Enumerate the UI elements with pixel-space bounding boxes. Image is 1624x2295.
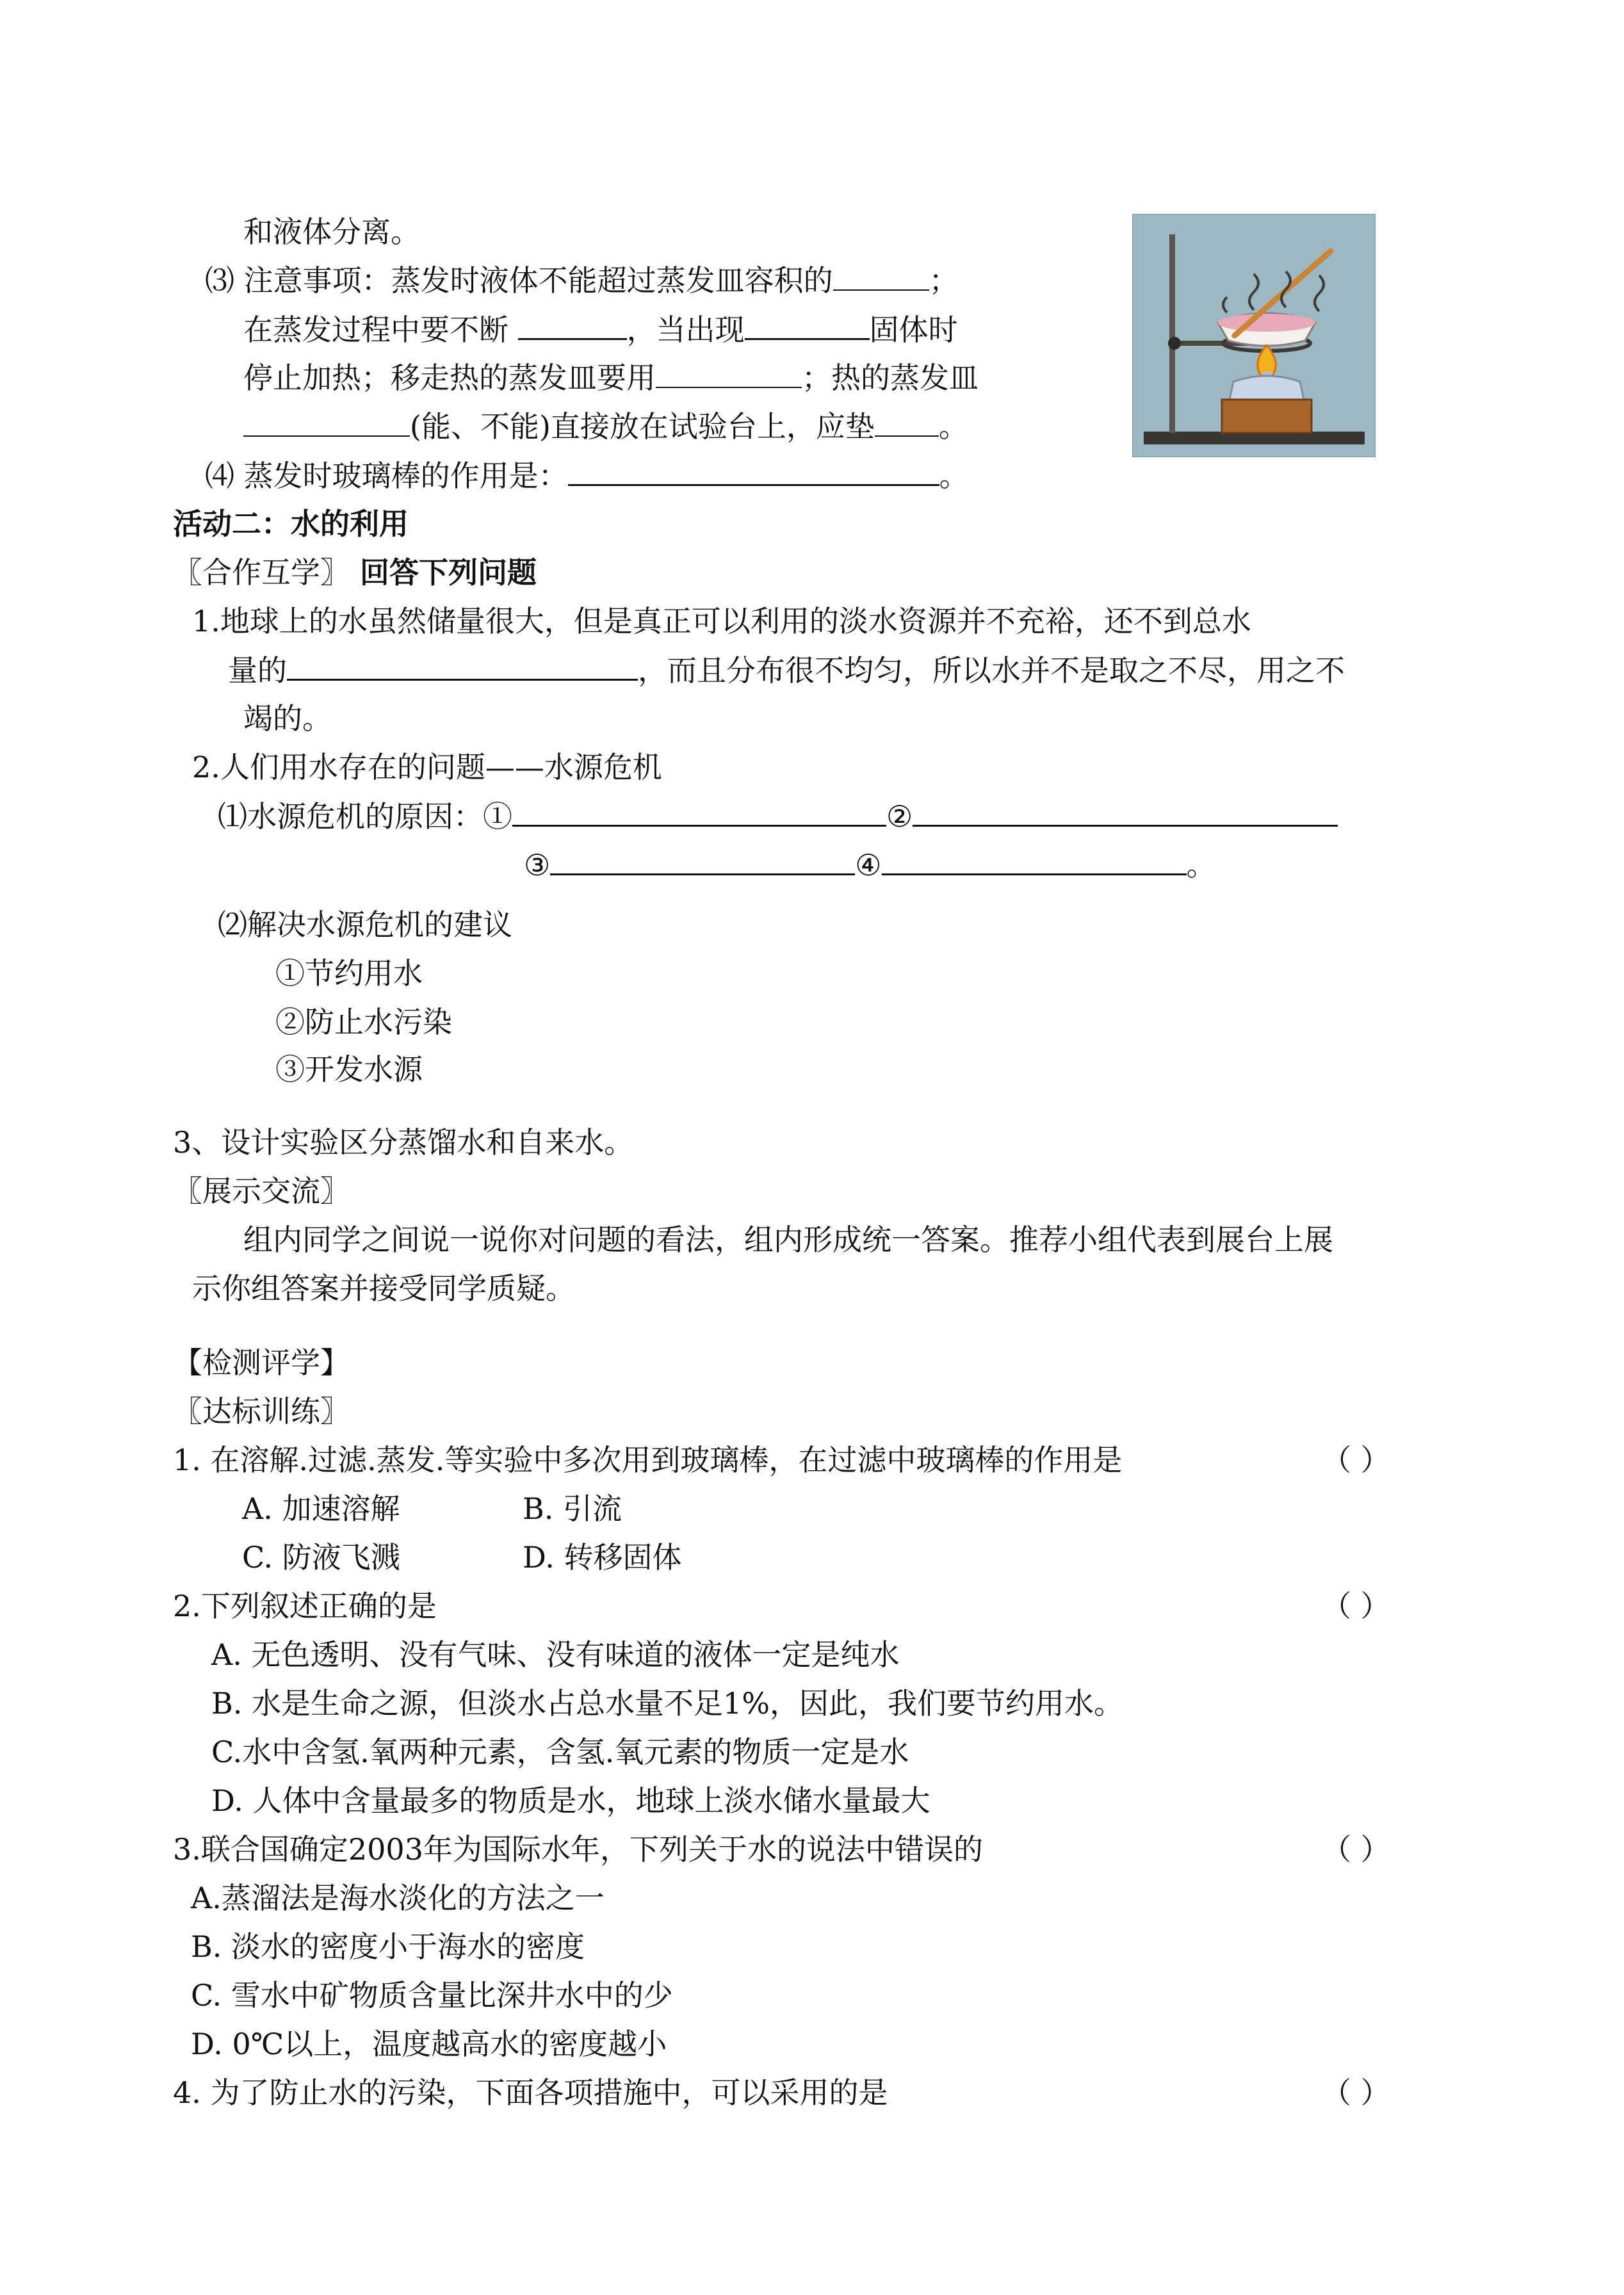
text-line: 停止加热；移走热的蒸发皿要用 ；热的蒸发皿: [243, 359, 978, 397]
option-c: C. 雪水中矿物质含量比深井水中的少: [191, 1978, 673, 2013]
answer-parentheses[interactable]: （ ）: [1322, 1589, 1390, 1623]
option-a: A. 无色透明、没有气味、没有味道的液体一定是纯水: [211, 1637, 900, 1672]
option-b: B. 水是生命之源，但淡水占总水量不足1%，因此，我们要节约用水。: [211, 1686, 1124, 1721]
text-line: (能、不能)直接放在试验台上，应垫 。: [243, 407, 968, 446]
answer-blank[interactable]: [568, 456, 939, 486]
answer-blank[interactable]: [243, 407, 410, 437]
answer-blank[interactable]: [882, 845, 1187, 875]
question-line: ⑴水源危机的原因：① ②: [218, 797, 1338, 836]
question-line: 1.地球上的水虽然储量很大，但是真正可以利用的淡水资源并不充裕，还不到总水: [192, 604, 1251, 638]
answer-blank[interactable]: [913, 797, 1338, 827]
text-line: 在蒸发过程中要不断 ，当出现 固体时: [243, 310, 958, 349]
list-item: ②防止水污染: [275, 1005, 452, 1039]
subsection-heading: 〖展示交流〗: [173, 1174, 350, 1208]
text-line: 和液体分离。: [243, 215, 420, 249]
stand-rod: [1169, 234, 1175, 433]
section-title: 【检测评学】: [173, 1345, 350, 1380]
dish-liquid: [1218, 314, 1315, 332]
question-line: ③ ④ 。: [524, 845, 1216, 884]
option-a: A.蒸溜法是海水淡化的方法之一: [191, 1881, 605, 1915]
option-b: B. 引流: [523, 1491, 622, 1526]
question-line: 量的 ，而且分布很不均匀，所以水并不是取之不尽，用之不: [228, 651, 1345, 690]
answer-parentheses[interactable]: （ ）: [1322, 1443, 1390, 1477]
subsection-heading: 〖达标训练〗: [173, 1394, 350, 1429]
question-line: 1. 在溶解.过滤.蒸发.等实验中多次用到玻璃棒，在过滤中玻璃棒的作用是: [173, 1443, 1123, 1477]
answer-parentheses[interactable]: （ ）: [1322, 1832, 1390, 1867]
answer-blank[interactable]: [656, 359, 802, 388]
paragraph-line: 示你组答案并接受同学质疑。: [192, 1271, 575, 1306]
list-item: ①节约用水: [275, 956, 423, 991]
clamp-knob: [1168, 337, 1181, 350]
answer-blank[interactable]: [550, 845, 855, 875]
question-line: 2.人们用水存在的问题——水源危机: [192, 750, 662, 784]
question-line: 3.联合国确定2003年为国际水年，下列关于水的说法中错误的: [173, 1832, 983, 1867]
answer-blank[interactable]: [875, 407, 939, 437]
answer-blank[interactable]: [745, 310, 870, 340]
question-line: 竭的。: [243, 701, 332, 736]
question-line: 2.下列叙述正确的是: [173, 1589, 437, 1623]
answer-parentheses[interactable]: （ ）: [1322, 2075, 1390, 2110]
answer-blank[interactable]: [512, 797, 886, 827]
answer-blank[interactable]: [518, 310, 627, 340]
answer-blank[interactable]: [287, 651, 638, 681]
option-d: D. 0℃以上，温度越高水的密度越小: [191, 2027, 667, 2061]
wooden-block: [1222, 400, 1311, 433]
option-b: B. 淡水的密度小于海水的密度: [191, 1929, 585, 1964]
option-d: D. 人体中含量最多的物质是水，地球上淡水储水量最大: [211, 1783, 930, 1818]
text-line: ⑷ 蒸发时玻璃棒的作用是： 。: [205, 456, 969, 495]
evaporation-apparatus-figure: [1132, 214, 1376, 457]
question-line: 4. 为了防止水的污染，下面各项措施中，可以采用的是: [173, 2075, 888, 2110]
question-line: 3、设计实验区分蒸馏水和自来水。: [173, 1125, 634, 1160]
option-a: A. 加速溶解: [242, 1491, 400, 1526]
list-item: ③开发水源: [275, 1052, 423, 1087]
question-line: ⑵解决水源危机的建议: [218, 907, 512, 942]
paragraph-line: 组内同学之间说一说你对问题的看法，组内形成统一答案。推荐小组代表到展台上展: [243, 1222, 1333, 1257]
option-d: D. 转移固体: [523, 1540, 682, 1575]
option-c: C. 防液飞溅: [242, 1540, 400, 1575]
option-c: C.水中含氢.氧两种元素，含氢.氧元素的物质一定是水: [211, 1735, 909, 1769]
section-title: 活动二：水的利用: [173, 507, 409, 541]
text-line: ⑶ 注意事项：蒸发时液体不能超过蒸发皿容积的 ；: [205, 261, 959, 300]
answer-blank[interactable]: [833, 261, 929, 291]
subsection-heading: 〖合作互学〗 回答下列问题: [173, 555, 537, 590]
